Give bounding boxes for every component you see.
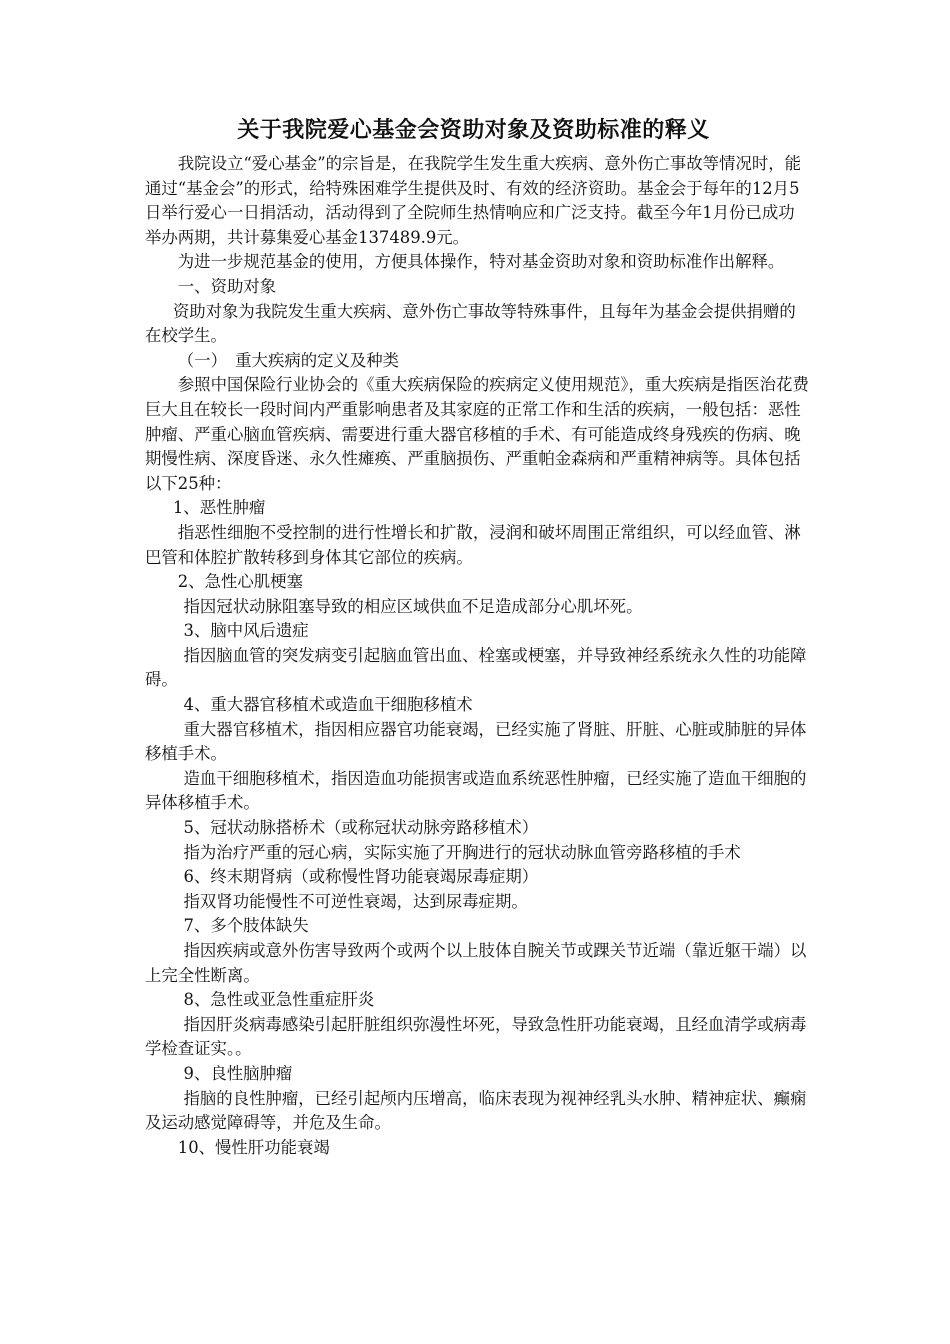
paragraph: 1、恶性肿瘤	[172, 498, 266, 518]
paragraph: 指为治疗严重的冠心病，实际实施了开胸进行的冠状动脉血管旁路移植的手术	[183, 842, 741, 862]
paragraph: 资助对象为我院发生重大疾病、意外伤亡事故等特殊事件，且每年为基金会提供捐赠的在校学生。	[145, 301, 796, 346]
paragraph: 指因肝炎病毒感染引起肝脏组织弥漫性坏死，导致急性肝功能衰竭，且经血清学或病毒学检查证实。。	[145, 1014, 807, 1059]
paragraph: 指因冠状动脉阻塞导致的相应区域供血不足造成部分心肌坏死。	[183, 596, 643, 616]
paragraph: 3、脑中风后遗症	[183, 621, 309, 641]
paragraph: 指因脑血管的突发病变引起脑血管出血、栓塞或梗塞，并导致神经系统永久性的功能障碍。	[145, 645, 807, 690]
paragraph: 2、急性心肌梗塞	[177, 572, 303, 592]
paragraph: 8、急性或亚急性重症肝炎	[183, 990, 375, 1010]
paragraph: 指因疾病或意外伤害导致两个或两个以上肢体自腕关节或踝关节近端（靠近躯干端）以上完全性断离。	[145, 941, 807, 985]
paragraph: 指恶性细胞不受控制的进行性增长和扩散，浸润和破坏周围正常组织，可以经血管、淋巴管和体腔扩散转移到身体其它部位的疾病。	[145, 522, 801, 567]
paragraph-list	[145, 152, 810, 1160]
paragraph: 5、冠状动脉搭桥术（或称冠状动脉旁路移植术）	[183, 818, 539, 838]
paragraph: 造血干细胞移植术，指因造血功能损害或造血系统恶性肿瘤，已经实施了造血干细胞的异体移植手术。	[145, 768, 807, 813]
paragraph: 我院设立“爱心基金”的宗旨是，在我院学生发生重大疾病、意外伤亡事故等情况时，能通过“基金会”的形式，给特殊困难学生提供及时、有效的经济资助。基金会于每年的12月5日举行爱心一日捐活动，活动得到了全院师生热情响应和广泛支持。截至今年1月份已成功举办两期，共计募集爱心基金137489.9元。	[145, 154, 802, 247]
paragraph: 重大器官移植术，指因相应器官功能衰竭，已经实施了肾脏、肝脏、心脏或肺脏的异体移植手术。	[145, 719, 807, 764]
paragraph: 一、资助对象	[177, 276, 277, 296]
paragraph: 6、终末期肾病（或称慢性肾功能衰竭尿毒症期）	[183, 867, 539, 887]
paragraph: 9、良性脑肿瘤	[183, 1063, 293, 1083]
paragraph: 指双肾功能慢性不可逆性衰竭，达到尿毒症期。	[183, 891, 528, 911]
paragraph: （一） 重大疾病的定义及种类	[177, 350, 400, 370]
paragraph: 参照中国保险行业协会的《重大疾病保险的疾病定义使用规范》，重大疾病是指医治花费巨大且在较长一段时间内严重影响患者及其家庭的正常工作和生活的疾病，一般包括：恶性肿瘤、严重心脑血管疾病、需要进行重大器官移植的手术、有可能造成终身残疾的伤病、晚期慢性病、深度昏迷、永久性瘫痪、严重脑损伤、严重帕金森病和严重精神病等。具体包括以下25种：	[145, 375, 809, 493]
paragraph: 4、重大器官移植术或造血干细胞移植术	[183, 695, 473, 715]
document-title: 关于我院爱心基金会资助对象及资助标准的释义	[237, 118, 710, 143]
paragraph: 10、慢性肝功能衰竭	[177, 1137, 330, 1157]
paragraph: 为进一步规范基金的使用，方便具体操作，特对基金资助对象和资助标准作出解释。	[177, 252, 785, 272]
document-body	[145, 116, 810, 1160]
paragraph: 7、多个肢体缺失	[183, 916, 309, 936]
paragraph: 指脑的良性肿瘤，已经引起颅内压增高，临床表现为视神经乳头水肿、精神症状、癫痫及运动感觉障碍等，并危及生命。	[145, 1088, 807, 1133]
